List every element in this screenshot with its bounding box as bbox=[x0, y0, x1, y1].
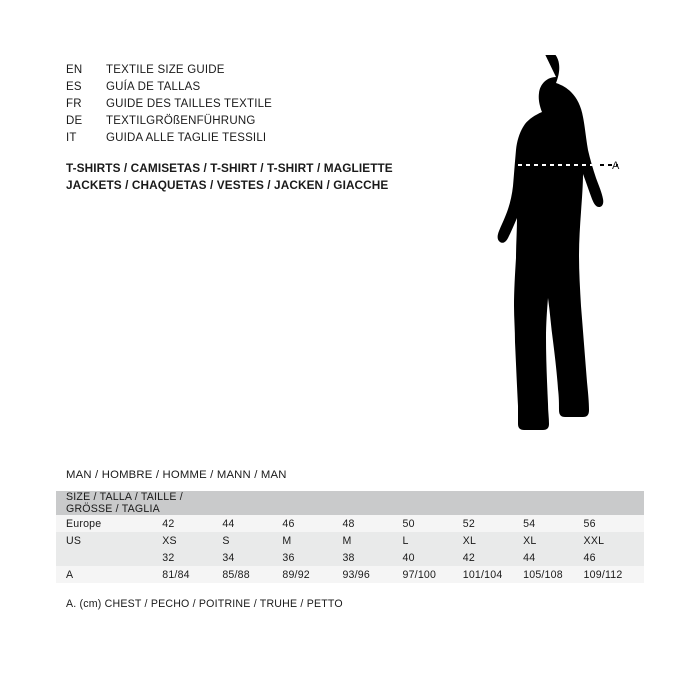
row-value: 42 bbox=[162, 515, 222, 532]
language-text: GUÍA DE TALLAS bbox=[106, 81, 201, 93]
row-value: XL bbox=[463, 532, 523, 549]
language-code: EN bbox=[66, 64, 83, 76]
table-title: MAN / HOMBRE / HOMME / MANN / MAN bbox=[66, 469, 287, 481]
row-value: 105/108 bbox=[523, 566, 583, 583]
language-text: TEXTILGRÖßENFÜHRUNG bbox=[106, 115, 256, 127]
row-value: 36 bbox=[282, 549, 342, 566]
language-row bbox=[66, 130, 466, 147]
language-row bbox=[66, 96, 466, 113]
row-value: 44 bbox=[523, 549, 583, 566]
row-value: XS bbox=[162, 532, 222, 549]
garment-line: JACKETS / CHAQUETAS / VESTES / JACKEN / GIACCHE bbox=[66, 177, 389, 192]
row-label: A bbox=[56, 566, 162, 583]
chest-measure-line bbox=[450, 55, 680, 455]
row-value: 38 bbox=[342, 549, 402, 566]
size-table bbox=[56, 491, 644, 583]
row-value: S bbox=[222, 532, 282, 549]
garment-type-list bbox=[66, 160, 486, 193]
language-text: TEXTILE SIZE GUIDE bbox=[106, 64, 225, 76]
row-label bbox=[56, 549, 162, 566]
row-value: 89/92 bbox=[282, 566, 342, 583]
row-value: 44 bbox=[222, 515, 282, 532]
language-list bbox=[66, 62, 466, 147]
table-header-row bbox=[56, 491, 644, 515]
language-code: ES bbox=[66, 81, 82, 93]
language-row bbox=[66, 113, 466, 130]
language-row bbox=[66, 79, 466, 96]
table-row bbox=[56, 532, 644, 549]
row-value: 52 bbox=[463, 515, 523, 532]
table-header-blank bbox=[282, 491, 342, 515]
table-row bbox=[56, 515, 644, 532]
row-value: 46 bbox=[584, 549, 644, 566]
row-value: 50 bbox=[403, 515, 463, 532]
row-value: 32 bbox=[162, 549, 222, 566]
table-header-blank bbox=[523, 491, 583, 515]
row-value: 40 bbox=[403, 549, 463, 566]
row-value: XL bbox=[523, 532, 583, 549]
table-row bbox=[56, 566, 644, 583]
row-value: 101/104 bbox=[463, 566, 523, 583]
chest-measure-label: A bbox=[612, 160, 620, 172]
language-code: FR bbox=[66, 98, 82, 110]
table-header-blank bbox=[403, 491, 463, 515]
language-code: DE bbox=[66, 115, 83, 127]
row-value: 46 bbox=[282, 515, 342, 532]
row-value: 81/84 bbox=[162, 566, 222, 583]
table-header-size: SIZE / TALLA / TAILLE / GRÖSSE / TAGLIA bbox=[56, 491, 222, 515]
row-value: 93/96 bbox=[342, 566, 402, 583]
row-value: 97/100 bbox=[403, 566, 463, 583]
row-value: 54 bbox=[523, 515, 583, 532]
language-text: GUIDE DES TAILLES TEXTILE bbox=[106, 98, 273, 110]
row-value: L bbox=[403, 532, 463, 549]
size-table-head bbox=[56, 491, 644, 515]
footnote: A. (cm) CHEST / PECHO / POITRINE / TRUHE / PETTO bbox=[66, 598, 343, 610]
size-table-body bbox=[56, 515, 644, 583]
row-label: US bbox=[56, 532, 162, 549]
table-header-blank bbox=[342, 491, 402, 515]
table-header-blank bbox=[584, 491, 644, 515]
language-row bbox=[66, 62, 466, 79]
man-silhouette-figure bbox=[450, 55, 680, 455]
row-value: 42 bbox=[463, 549, 523, 566]
row-value: 85/88 bbox=[222, 566, 282, 583]
row-label: Europe bbox=[56, 515, 162, 532]
language-text: GUIDA ALLE TAGLIE TESSILI bbox=[106, 132, 267, 144]
row-value: XXL bbox=[584, 532, 644, 549]
row-value: 56 bbox=[584, 515, 644, 532]
row-value: 48 bbox=[342, 515, 402, 532]
garment-line: T-SHIRTS / CAMISETAS / T-SHIRT / T-SHIRT / MAGLIETTE bbox=[66, 161, 393, 175]
table-header-blank bbox=[463, 491, 523, 515]
table-row bbox=[56, 549, 644, 566]
row-value: 109/112 bbox=[584, 566, 644, 583]
row-value: M bbox=[342, 532, 402, 549]
table-header-blank bbox=[222, 491, 282, 515]
language-code: IT bbox=[66, 132, 77, 144]
row-value: 34 bbox=[222, 549, 282, 566]
row-value: M bbox=[282, 532, 342, 549]
